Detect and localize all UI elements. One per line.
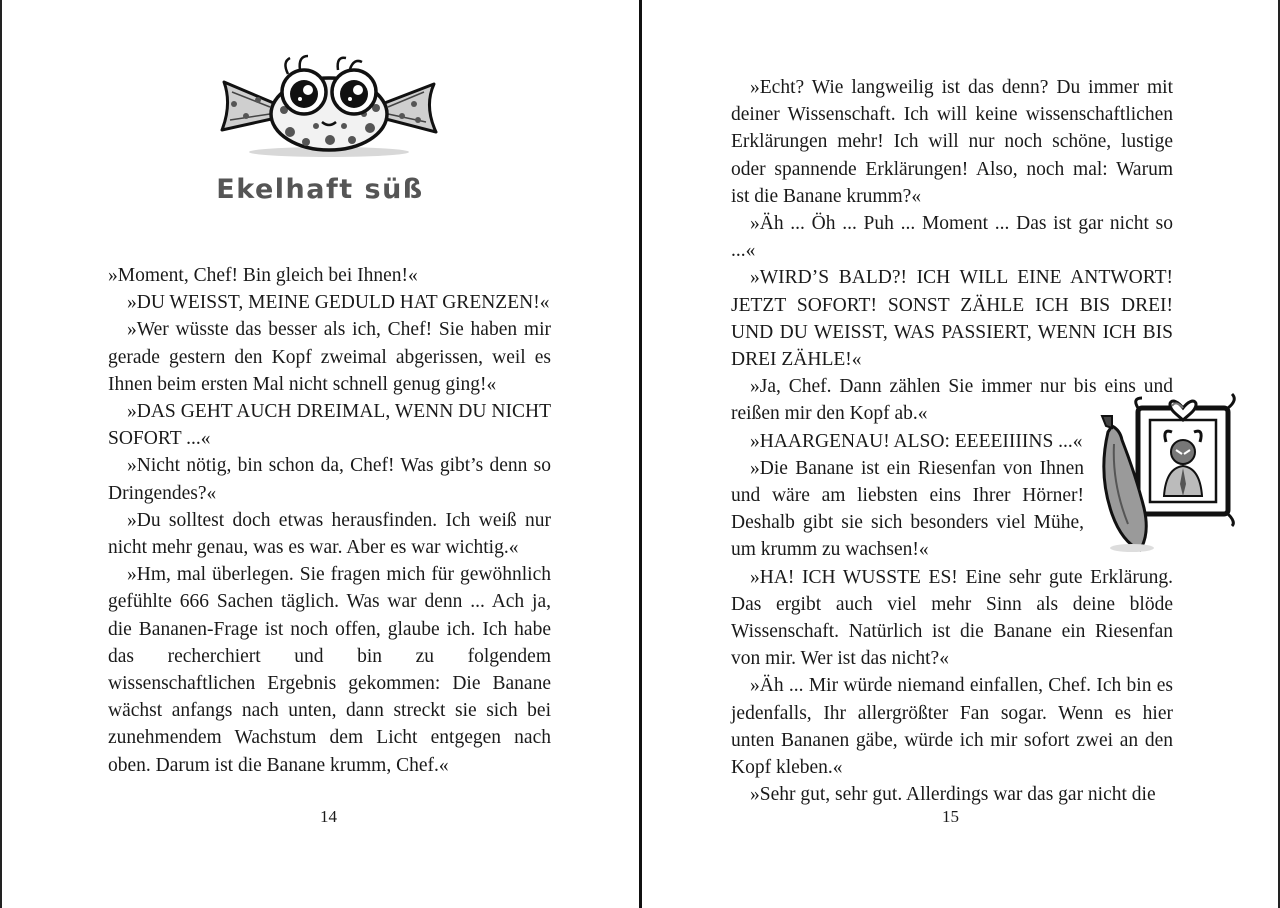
page-edge [0, 0, 2, 908]
body-text [731, 74, 1173, 808]
paragraph: »Äh ... Mir würde niemand einfallen, Chef. Ich bin es jedenfalls, Ihr allergrößter Fan sogar. Wenn es hier unten Bananen gäbe, würde ich mir sofort zwei an den Kopf kleben.« [731, 675, 1173, 779]
paragraph: »HA! ICH WUSSTE ES! Eine sehr gute Erklärung. Das ergibt auch viel mehr Sinn als deine blöde Wissenschaft. Natürlich ist die Banane ein Riesenfan von mir. Wer ist das nicht?« [731, 566, 1173, 670]
page-number: 14 [320, 807, 337, 826]
paragraph: »Die Banane ist ein Riesenfan von Ihnen und wäre am liebsten eins Ihrer Hörner! Deshalb gibt sie sich besonders viel Mühe, um krumm zu wachsen!« [731, 457, 1084, 561]
paragraph: »Hm, mal überlegen. Sie fragen mich für gewöhnlich gefühlte 666 Sachen täglich. Was war denn ... Ach ja, die Bananen-Frage ist noch offen, glaube ich. Ich habe das recherchiert und bin zu folgendem wissenschaftlichen Ergebnis gekommen: Die Banane wächst anfangs nach unten, dann streckt sie sich bei zunehmendem Wachstum dem Licht entgegen nach oben. Darum ist die Banane krumm, Chef.« [108, 564, 551, 776]
paragraph: »HAARGENAU! ALSO: EEEEIIIINS ...« [750, 430, 1083, 452]
paragraph: »Moment, Chef! Bin gleich bei Ihnen!« [108, 265, 418, 286]
paragraph: »Ja, Chef. Dann zählen Sie immer nur bis eins und reißen mir den Kopf ab.« [731, 376, 1173, 425]
paragraph: »Du solltest doch etwas herausfinden. Ich weiß nur nicht mehr genau, was es war. Aber es war wichtig.« [108, 509, 551, 559]
paragraph: »WIRD’S BALD?! ICH WILL EINE ANTWORT! JETZT SOFORT! SONST ZÄHLE ICH BIS DREI! UND DU WEISST, WAS PASSIERT, WENN ICH BIS DREI ZÄHLE!« [731, 267, 1173, 371]
body-text [108, 262, 551, 779]
paragraph: »Echt? Wie langweilig ist das denn? Du immer mit deiner Wissenschaft. Ich will keine wissenschaftlichen Erklärungen mehr! Ich will nur noch schöne, lustige oder spannende Erklärungen! Also, noch mal: Warum ist die Banane krumm?« [731, 77, 1173, 207]
paragraph: »Äh ... Öh ... Puh ... Moment ... Das ist gar nicht so ...« [731, 213, 1173, 262]
paragraph: »DU WEISST, MEINE GEDULD HAT GRENZEN!« [127, 292, 550, 314]
page-number: 15 [942, 807, 959, 826]
paragraph: »Nicht nötig, bin schon da, Chef! Was gibt’s denn so Dringendes?« [108, 455, 551, 504]
chapter-title: Ekelhaft süß [216, 174, 424, 205]
right-page [642, 0, 1280, 908]
paragraph: »Sehr gut, sehr gut. Allerdings war das gar nicht die [750, 784, 1156, 806]
candy-monster-icon [218, 52, 440, 160]
paragraph: »DAS GEHT AUCH DREIMAL, WENN DU NICHT SOFORT ...« [108, 401, 551, 450]
paragraph: »Wer wüsste das besser als ich, Chef! Sie haben mir gerade gestern den Kopf zweimal abgerissen, weil es Ihnen beim ersten Mal nicht schnell genug ging!« [108, 319, 551, 395]
